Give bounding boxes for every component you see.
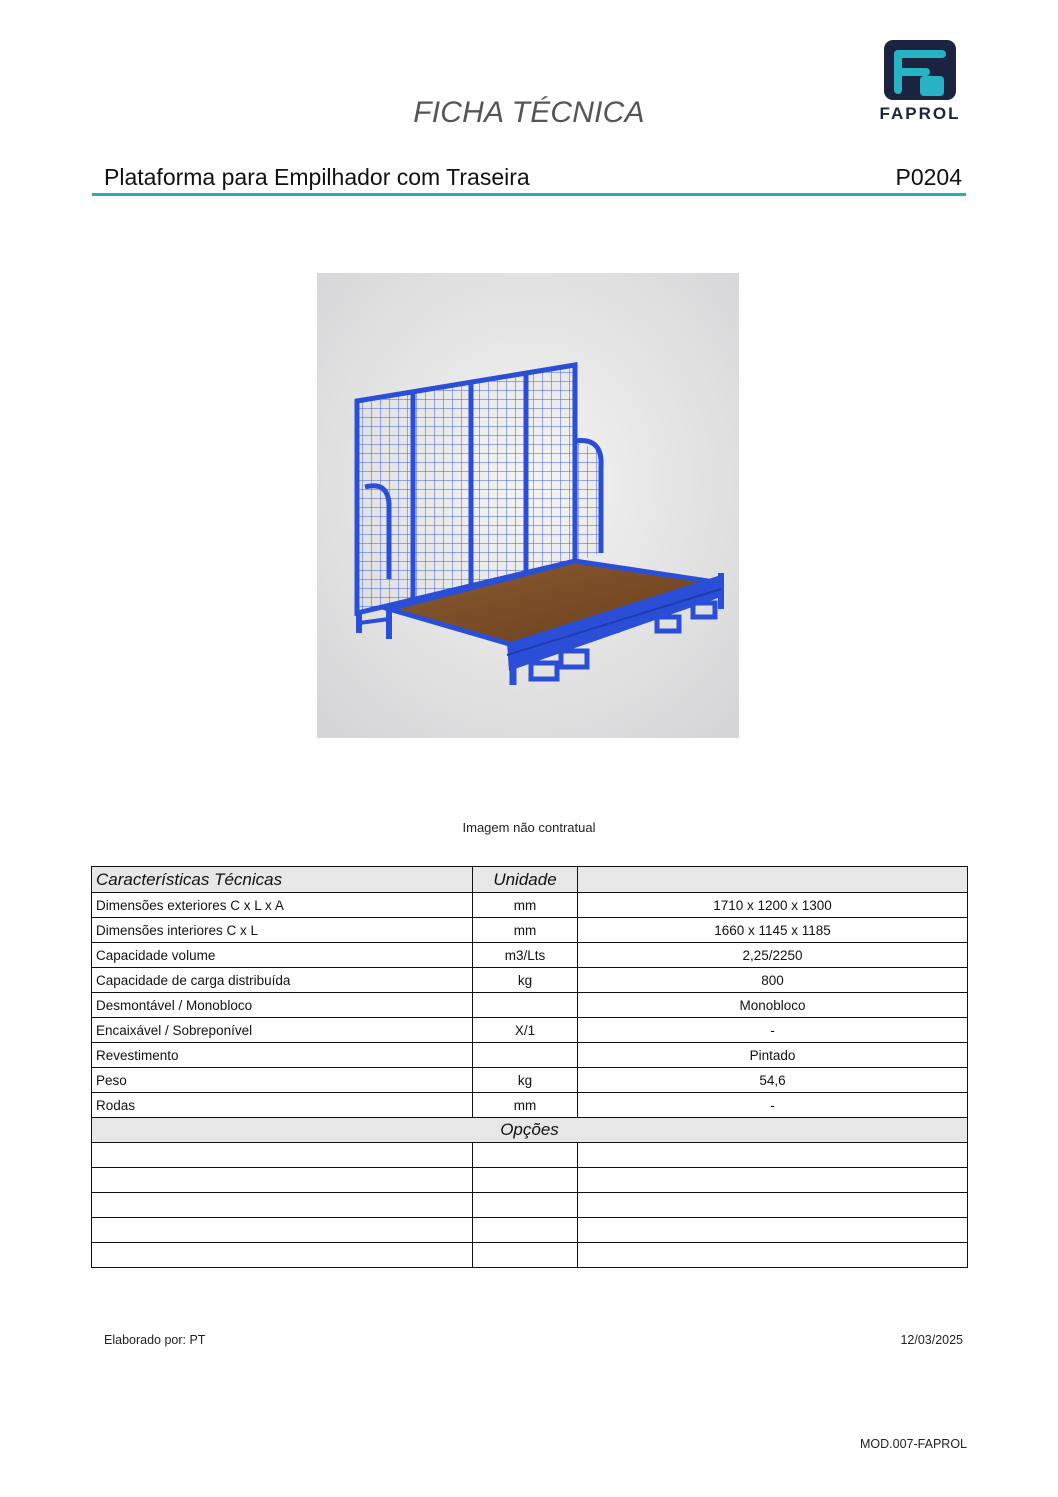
empty-cell <box>92 1168 473 1193</box>
product-name: Plataforma para Empilhador com Traseira <box>104 164 530 190</box>
model-code: MOD.007-FAPROL <box>860 1437 967 1451</box>
empty-cell <box>578 1143 968 1168</box>
row-label: Rodas <box>92 1093 473 1118</box>
row-label: Peso <box>92 1068 473 1093</box>
table-row <box>92 1018 968 1043</box>
empty-cell <box>578 1243 968 1268</box>
empty-cell <box>578 1168 968 1193</box>
empty-cell <box>578 1218 968 1243</box>
row-unit: mm <box>473 1093 578 1118</box>
row-unit: mm <box>473 918 578 943</box>
empty-option-row <box>92 1193 968 1218</box>
row-value: 1710 x 1200 x 1300 <box>578 893 968 918</box>
empty-option-row <box>92 1243 968 1268</box>
table-row <box>92 943 968 968</box>
options-title: Opções <box>92 1118 968 1143</box>
header-value <box>578 867 968 893</box>
row-unit: kg <box>473 968 578 993</box>
table-row <box>92 1043 968 1068</box>
row-label: Dimensões interiores C x L <box>92 918 473 943</box>
empty-cell <box>92 1218 473 1243</box>
empty-option-row <box>92 1168 968 1193</box>
empty-cell <box>92 1143 473 1168</box>
product-code: P0204 <box>895 164 962 190</box>
table-row <box>92 893 968 918</box>
table-row <box>92 918 968 943</box>
logo-wordmark: FAPROL <box>879 104 961 123</box>
product-image <box>317 273 739 738</box>
page-title: FICHA TÉCNICA <box>413 96 645 129</box>
row-value: 54,6 <box>578 1068 968 1093</box>
row-label: Revestimento <box>92 1043 473 1068</box>
empty-cell <box>473 1218 578 1243</box>
table-header-row <box>92 867 968 893</box>
row-value: 2,25/2250 <box>578 943 968 968</box>
row-value: - <box>578 1018 968 1043</box>
row-value: Monobloco <box>578 993 968 1018</box>
row-unit: kg <box>473 1068 578 1093</box>
header-unit: Unidade <box>473 867 578 893</box>
row-unit: m3/Lts <box>473 943 578 968</box>
empty-cell <box>92 1243 473 1268</box>
table-row <box>92 1068 968 1093</box>
row-value: 800 <box>578 968 968 993</box>
row-unit: X/1 <box>473 1018 578 1043</box>
table-row <box>92 968 968 993</box>
image-caption: Imagem não contratual <box>462 820 596 835</box>
empty-option-row <box>92 1143 968 1168</box>
author-label: Elaborado por: PT <box>104 1333 206 1347</box>
row-label: Capacidade volume <box>92 943 473 968</box>
row-label: Desmontável / Monobloco <box>92 993 473 1018</box>
row-unit: mm <box>473 893 578 918</box>
row-value: Pintado <box>578 1043 968 1068</box>
empty-option-row <box>92 1218 968 1243</box>
specs-table <box>91 866 968 1268</box>
row-label: Dimensões exteriores C x L x A <box>92 893 473 918</box>
table-row <box>92 993 968 1018</box>
row-label: Encaixável / Sobreponível <box>92 1018 473 1043</box>
empty-cell <box>473 1193 578 1218</box>
row-unit <box>473 1043 578 1068</box>
row-value: - <box>578 1093 968 1118</box>
empty-cell <box>578 1193 968 1218</box>
row-unit <box>473 993 578 1018</box>
title-underline <box>92 193 966 196</box>
header-characteristics: Características Técnicas <box>92 867 473 893</box>
empty-cell <box>92 1193 473 1218</box>
row-value: 1660 x 1145 x 1185 <box>578 918 968 943</box>
document-date: 12/03/2025 <box>900 1333 963 1347</box>
options-header-row <box>92 1118 968 1143</box>
row-label: Capacidade de carga distribuída <box>92 968 473 993</box>
table-row <box>92 1093 968 1118</box>
empty-cell <box>473 1143 578 1168</box>
empty-cell <box>473 1243 578 1268</box>
empty-cell <box>473 1168 578 1193</box>
